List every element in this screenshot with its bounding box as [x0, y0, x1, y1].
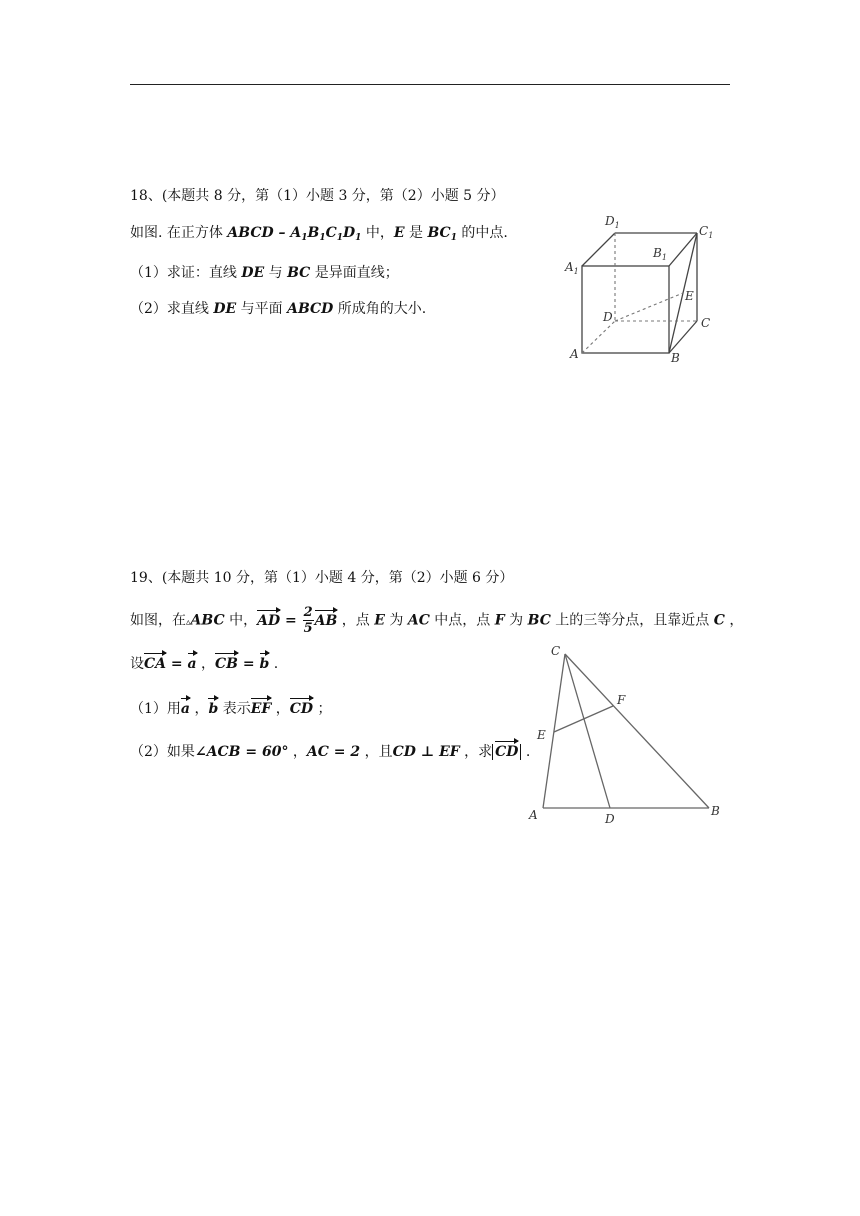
q19-line1: 如图，在▵ABC 中，AD = $\frac{2}{5}$ AB ，点 E 为 AC 中点，点 F 为 BC 上的三等分点，且靠近点 C ， [130, 605, 744, 636]
label-b: B [671, 351, 680, 365]
triangle-figure [525, 640, 735, 830]
label-a: A [529, 808, 538, 822]
label-c: C [551, 644, 561, 658]
label-a1: $A_1$ [565, 260, 579, 276]
label-c: C [701, 316, 711, 330]
q18-intro: 如图. 在正方体 ABCD – $A_1B_1C_1D_1$ 中，E 是 $BC_1$ 的中点. [130, 225, 508, 243]
q18-part2: （2）求直线 DE 与平面 ABCD 所成角的大小. [130, 301, 427, 317]
q19-part1: （1）用a ，b 表示EF ，CD ； [130, 701, 332, 717]
q18-header: 18、(本题共 8 分，第（1）小题 3 分，第（2）小题 5 分） [130, 188, 505, 204]
q19-part2: （2）如果∠ACB = 60° ，AC = 2 ，且CD ⊥ EF ，求 CD . [130, 744, 531, 760]
header-rule [130, 84, 730, 85]
label-c1: $C_1$ [699, 224, 714, 240]
q18-part1: （1）求证：直线 DE 与 BC 是异面直线； [130, 265, 399, 281]
segment-de [615, 293, 683, 321]
label-d1: $D_1$ [605, 214, 620, 230]
q19-header: 19、(本题共 10 分，第（1）小题 4 分，第（2）小题 6 分） [130, 570, 514, 586]
q19-line2: 设CA = a ，CB = b . [130, 656, 279, 672]
label-a: A [570, 347, 579, 361]
label-f: F [617, 693, 626, 707]
segment-ef [554, 706, 613, 732]
cube-figure [555, 208, 730, 368]
label-d: D [605, 812, 615, 826]
label-b: B [711, 804, 720, 818]
label-d: D [603, 310, 613, 324]
segment-cd [565, 654, 610, 808]
segment-ca [543, 654, 565, 808]
segment-cb [565, 654, 709, 808]
label-b1: $B_1$ [653, 246, 667, 262]
fraction-two-fifths: $\frac{2}{5}$ [303, 605, 313, 636]
cube-hidden-ad [582, 321, 615, 353]
label-e: E [537, 728, 546, 742]
cube-edge-a1d1 [582, 233, 615, 266]
label-e: E [685, 289, 694, 303]
